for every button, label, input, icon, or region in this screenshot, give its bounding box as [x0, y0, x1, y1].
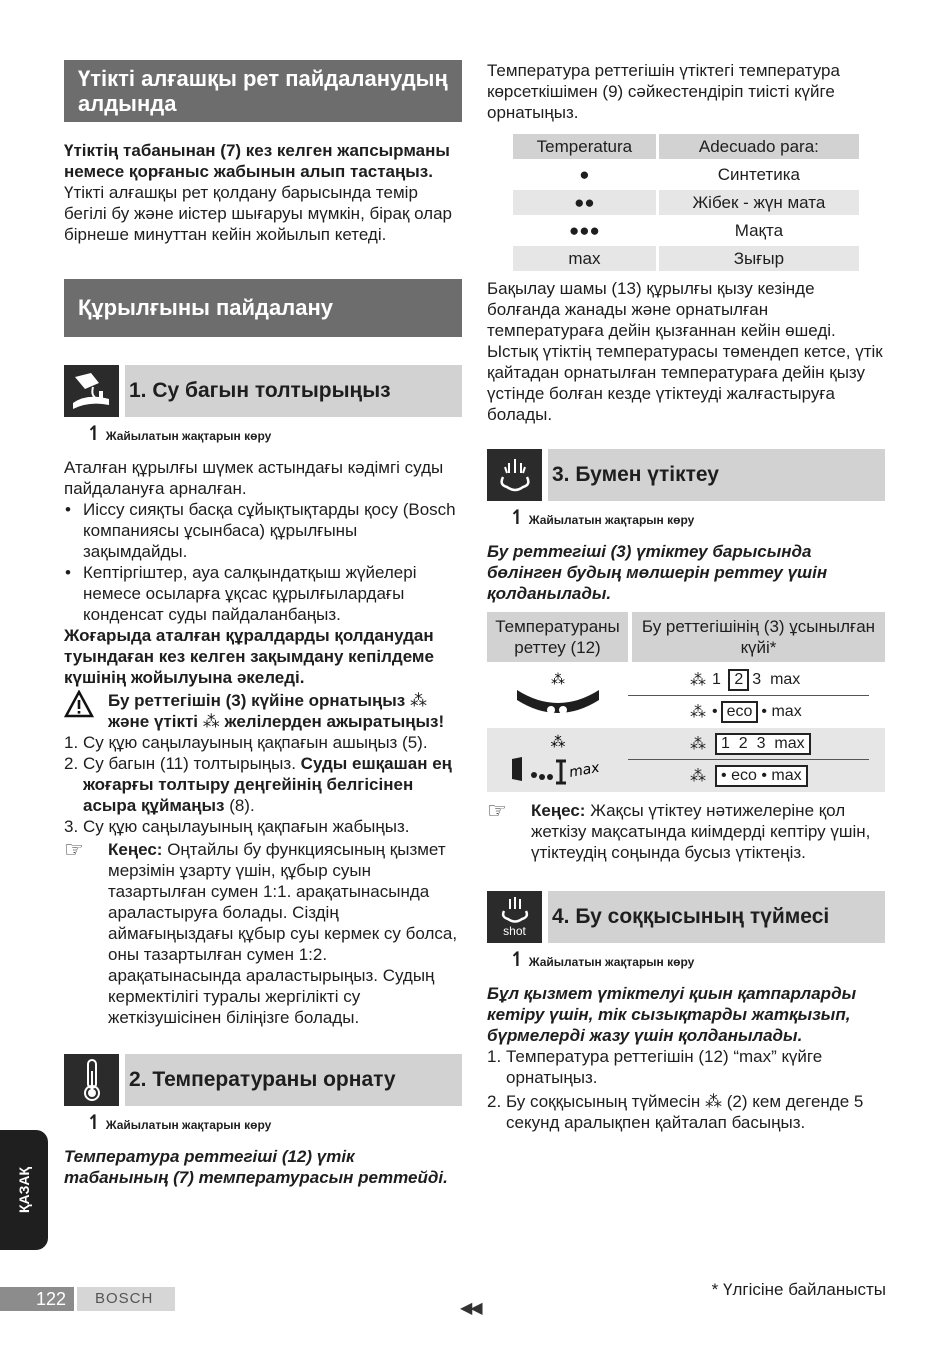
section-3-title: 3. Бумен үтіктеу [548, 449, 885, 501]
list-item: 1. Су құю саңылауының қақпағын ашыңыз (5). [64, 733, 428, 752]
steam-row-1: ⁂ 1 2 3 max [628, 664, 869, 696]
temp-dial-max-icon [487, 728, 628, 792]
first-use-heading: Үтікті алғашқы рет пайдаланудың алдында [64, 60, 462, 122]
svg-text:⁂: ⁂ [550, 733, 565, 751]
sec2-text: Температура реттегіші (12) үтік табанының (7) температурасын реттейді. [64, 1147, 448, 1187]
sec4-text: Бұл қызмет үтіктелуі қиын қатпарларды кетіру үшін, тік сызықтарды жатқызып, бүрмелерді жазу үшін қолданылады. [487, 984, 857, 1045]
water-fill-icon [64, 365, 119, 417]
table-row: ●●● Мақта [513, 218, 859, 243]
thermometer-icon [64, 1054, 119, 1106]
footnote: * Үлгісіне байланысты [711, 1280, 886, 1299]
section-2-title: 2. Температураны орнату [125, 1054, 462, 1106]
temp-dial-low-icon [487, 664, 628, 728]
sec3-tip: ☞ Кеңес: Жақсы үтіктеу нәтижелеріне қол жеткізу мақсатында киімдерді кептіру үшін, үтіктеудің соңында бусыз үтіктеңіз. [487, 798, 871, 862]
no-steam-icon: ⁂ [690, 768, 706, 785]
see-folding-note: ↿ Жайылатын жақтарын көру [509, 507, 695, 529]
no-steam-icon: ⁂ [690, 735, 706, 753]
steam-row-4: ⁂ • eco • max [628, 760, 885, 792]
usage-heading: Құрылғыны пайдалану [64, 279, 462, 337]
right-column [487, 60, 885, 1133]
first-use-bold-text: Үтіктің табанынан (7) кез келген жапсырманы немесе қорғаныс жабынын алып тастаңыз. [64, 141, 450, 181]
page-number: 122 [0, 1287, 74, 1311]
steam-setting-header: Бу реттегішінің (3) ұсынылған күйі* [632, 612, 885, 662]
table-row [487, 664, 885, 728]
see-folding-note: ↿ Жайылатын жақтарын көру [86, 423, 272, 445]
steam-icon [487, 449, 542, 501]
brand-label: BOSCH [77, 1287, 175, 1311]
caution-text-a: Бу реттегішін (3) күйіне орнатыңыз [108, 691, 406, 710]
section-1-header [64, 365, 462, 417]
see-folding-note: ↿ Жайылатын жақтарын көру [86, 1112, 272, 1134]
arrow-up-icon: ↿ [509, 949, 526, 971]
list-item: 2. Бу соққысының түймесін ⁂ (2) кем дегенде 5 секунд аралықпен қайталап басыңыз. [487, 1092, 864, 1132]
caution-text-b: және үтікті [108, 712, 199, 731]
section-3-header [487, 449, 885, 501]
sec1-intro: Аталған құрылғы шүмек астындағы кәдімгі суды пайдалануға арналған. [64, 458, 444, 498]
warning-triangle-icon [64, 690, 108, 732]
caution-text-c: желілерден ажыратыңыз! [224, 712, 445, 731]
section-4-header [487, 891, 885, 943]
sec1-steps [64, 732, 462, 837]
pointing-hand-icon: ☞ [64, 837, 84, 862]
sec4-steps [487, 1046, 885, 1133]
no-steam-icon: ⁂ [202, 712, 220, 731]
fabric-col-header: Adecuado para: [656, 134, 859, 159]
lamp-text: Бақылау шамы (13) құрылғы қызу кезінде болғанда жанады және орнатылған температураға дейін қызғаннан кейін өшеді. Ыстық үтіктің температурасы төмендеп кетсе, үтік қайтадан орнатылған температураға дейін қызу үстінде болған кезде үтіктеуді жалғастыруға болады. [487, 279, 883, 424]
section-4-title: 4. Бу соққысының түймесі [548, 891, 885, 943]
svg-text:max: max [567, 759, 601, 781]
list-item: • Кептіргіштер, ауа салқындатқыш жүйелері немесе осыларға ұқсас құрылғылардағы конденсат суды пайдаланбаңыз. [64, 562, 462, 625]
section-1-title: 1. Су багын толтырыңыз [125, 365, 462, 417]
language-tab: ҚАЗАҚ [0, 1130, 48, 1250]
table-header [513, 134, 859, 159]
see-folding-note: ↿ Жайылатын жақтарын көру [509, 949, 695, 971]
list-item: • Иіссу сияқты басқа сұйықтықтарды қосу (Bosch компаниясы ұсынбаса) құрылғыны зақымдайды. [64, 499, 462, 562]
list-item: 1. Температура реттегішін (12) “max” күйге орнатыңыз. [487, 1047, 823, 1087]
first-use-text: Үтікті алғашқы рет қолдану барысында темір бегілі бу және иістер шығаруы мүмкін, бірақ олар бірнеше минуттан кейін жойылып кетеді. [64, 183, 453, 244]
sec1-tip: ☞ Кеңес: Оңтайлы бу функциясының қызмет мерзімін ұзарту үшін, құбыр суын тазартылған сумен 1:1. арақатынасында араластыруға болады. Сіздің аймағыңыздағы құбыр суы кермек су болса, оны тазартылған сумен 1:2. арақатынасында араластырыңыз. Судың кермектілігі туралы жергілікті су жеткізушісінен біліңізге болады. [64, 837, 458, 1027]
left-column [64, 60, 462, 1188]
table-row [487, 728, 885, 792]
no-steam-icon: ⁂ [690, 671, 706, 689]
table-row: max Зығыр [513, 246, 859, 271]
steam-shot-icon: ⁂ [705, 1092, 723, 1111]
section-2-header [64, 1054, 462, 1106]
sec3-text: Бу реттегіші (3) үтіктеу барысында бөлінген будың мөлшерін реттеу үшін қолданылады. [487, 542, 828, 603]
list-item: 2. Су багын (11) толтырыңыз. Суды ешқашан ең жоғарғы толтыру деңгейінің белгісінен асыра құймаңыз (8). [64, 754, 452, 815]
table-row: ● Синтетика [513, 162, 859, 187]
arrow-up-icon: ↿ [86, 423, 103, 445]
steam-row-3: ⁂ 1 2 3 max [628, 728, 869, 760]
steam-row-2: ⁂ • eco • max [690, 703, 802, 721]
steam-table [487, 612, 885, 792]
no-steam-icon: ⁂ [409, 691, 427, 710]
steam-shot-icon [487, 891, 542, 943]
shot-label: shot [503, 924, 526, 938]
no-steam-icon: ⁂ [690, 704, 706, 721]
arrow-up-icon: ↿ [86, 1112, 103, 1134]
caution-block [64, 690, 462, 732]
temp-col-header: Temperatura [513, 134, 656, 159]
list-item: 3. Су құю саңылауының қақпағын жабыңыз. [64, 817, 410, 836]
temp-intro: Температура реттегішін үтіктегі температура көрсеткішімен (9) сәйкестендіріп тиісті күйге орнатыңыз. [487, 61, 840, 122]
arrow-up-icon: ↿ [509, 507, 526, 529]
table-header [487, 612, 885, 662]
sec1-bullets [64, 499, 462, 625]
temp-setting-header: Температураны реттеу (12) [487, 612, 628, 662]
sec1-warning: Жоғарыда аталған құралдарды қолданудан туындаған кез келген зақымдану кепілдеме күшінің жойылуына әкеледі. [64, 626, 434, 687]
pointing-hand-icon: ☞ [487, 798, 507, 823]
table-row: ●● Жібек - жүн мата [513, 190, 859, 215]
page-nav-back-icon[interactable]: ◀◀ [460, 1300, 481, 1317]
svg-text:⁂: ⁂ [550, 672, 565, 688]
temperature-table [513, 131, 859, 274]
